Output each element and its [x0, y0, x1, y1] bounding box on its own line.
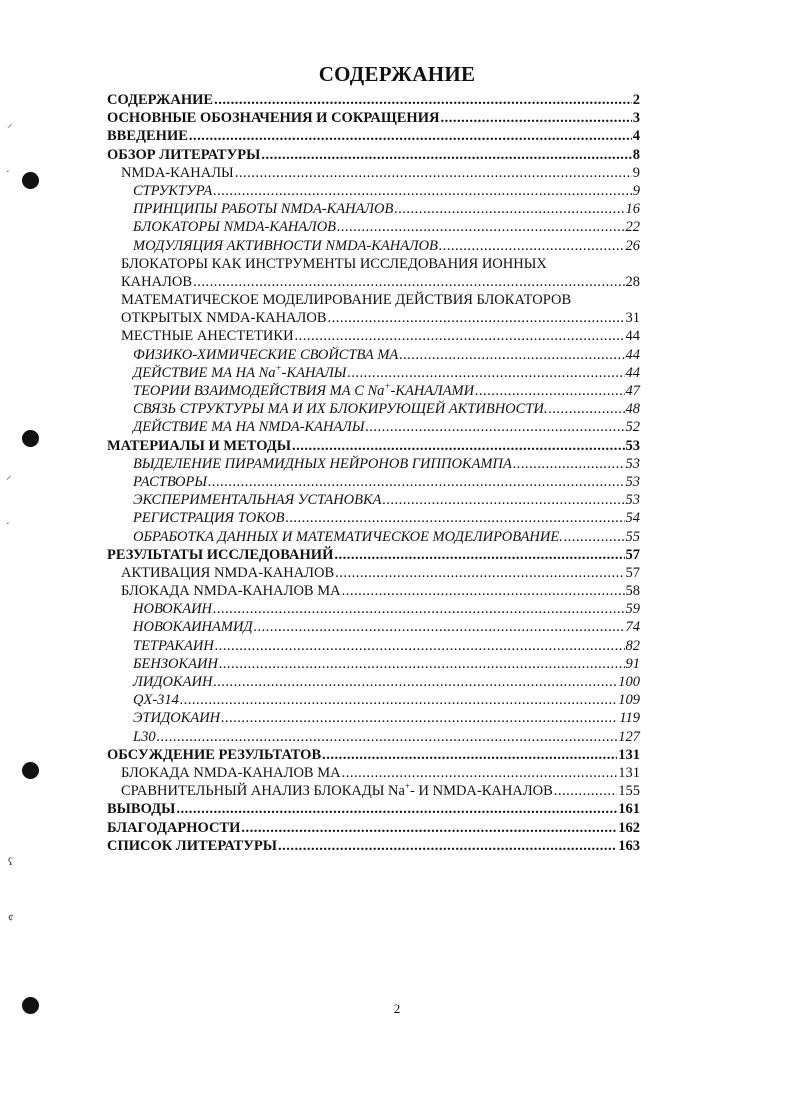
toc-entry-nmda-block[interactable] — [107, 582, 640, 600]
toc-leader — [554, 782, 617, 800]
toc-page-number: 28 — [625, 273, 640, 290]
toc-leader — [208, 473, 625, 491]
toc-entry-label: ПРИНЦИПЫ РАБОТЫ NMDA-КАНАЛОВ — [133, 201, 394, 218]
scan-speck-icon: ʕ — [8, 856, 13, 868]
toc-leader — [475, 382, 624, 400]
toc-entry-introduction[interactable] — [107, 127, 640, 145]
toc-entry-qx314[interactable] — [107, 691, 640, 709]
toc-entry-setup[interactable] — [107, 491, 640, 509]
toc-entry-nmda-channels[interactable] — [107, 164, 640, 182]
toc-page-number: 53 — [625, 473, 640, 490]
toc-entry-literature-review[interactable] — [107, 146, 640, 164]
toc-leader — [513, 455, 625, 473]
toc-entry-label: РЕЗУЛЬТАТЫ ИССЛЕДОВАНИЙ — [107, 546, 334, 563]
toc-leader — [295, 327, 625, 345]
punch-hole-icon — [22, 997, 39, 1014]
toc-entry-label: КАНАЛОВ — [121, 273, 193, 290]
toc-entry-label: ОБСУЖДЕНИЕ РЕЗУЛЬТАТОВ — [107, 746, 322, 763]
toc-page-number: 161 — [618, 801, 640, 818]
toc-entry-discussion[interactable] — [107, 746, 640, 764]
toc-page-number: 119 — [619, 710, 640, 727]
toc-page-number: 48 — [625, 401, 640, 418]
toc-leader — [176, 800, 617, 818]
toc-entry-label: L30 — [133, 728, 156, 745]
toc-page-number: 54 — [625, 510, 640, 527]
toc-leader — [347, 364, 624, 382]
toc-leader — [328, 309, 625, 327]
toc-leader — [235, 164, 632, 182]
toc-entry-neuron-isolation[interactable] — [107, 455, 640, 473]
toc-entry-interaction-theories[interactable] — [107, 382, 640, 400]
toc-leader — [241, 819, 617, 837]
toc-entry-label: СТРУКТУРА — [133, 182, 213, 199]
toc-page-number: 52 — [625, 419, 640, 436]
toc-page-number: 155 — [618, 783, 640, 800]
toc-entry-principles[interactable] — [107, 200, 640, 218]
toc-entry-discussion-nmda-block[interactable] — [107, 764, 640, 782]
scan-speck-icon: ⸝ — [6, 470, 12, 482]
toc-entry-data-processing[interactable] — [107, 528, 640, 546]
toc-leader — [157, 728, 618, 746]
toc-entry-label: БЕНЗОКАИН — [133, 655, 218, 672]
toc-leader — [322, 746, 617, 764]
toc-entry-novocainamide[interactable] — [107, 618, 640, 636]
toc-page-number: 127 — [618, 728, 640, 745]
toc-entry-label: БЛОКАДА NMDA-КАНАЛОВ МА — [121, 583, 341, 600]
toc-entry-local-anesthetics[interactable] — [107, 327, 640, 345]
toc-page-number: 26 — [625, 237, 640, 254]
toc-entry-materials-methods[interactable] — [107, 437, 640, 455]
toc-entry-label: СПИСОК ЛИТЕРАТУРЫ — [107, 837, 277, 854]
toc-page-number: 4 — [632, 128, 640, 145]
toc-entry-label: ЭКСПЕРИМЕНТАЛЬНАЯ УСТАНОВКА — [133, 492, 382, 509]
toc-page-number: 47 — [625, 383, 640, 399]
toc-page-number: 74 — [625, 619, 640, 636]
page-number: 2 — [393, 1001, 401, 1016]
toc-entry-label: ДЕЙСТВИЕ МА НА NMDA-КАНАЛЫ — [133, 419, 365, 436]
toc-leader — [180, 691, 617, 709]
toc-page-number: 22 — [625, 219, 640, 236]
toc-leader — [394, 200, 624, 218]
toc-leader — [335, 564, 624, 582]
toc-entry-label: ФИЗИКО-ХИМИЧЕСКИЕ СВОЙСТВА МА — [133, 346, 399, 363]
toc-entry-label: СВЯЗЬ СТРУКТУРЫ МА И ИХ БЛОКИРУЮЩЕЙ АКТИВНОСТИ. — [133, 401, 548, 418]
toc-entry-label: NMDA-КАНАЛЫ — [121, 164, 234, 181]
toc-leader — [214, 91, 632, 109]
toc-leader — [213, 182, 632, 200]
toc-page-number: 59 — [625, 601, 640, 618]
toc-entry-label: СОДЕРЖАНИЕ — [107, 92, 214, 108]
toc-entry-action-on-na-channels[interactable] — [107, 364, 640, 382]
toc-leader — [334, 546, 624, 564]
toc-page-number: 131 — [618, 764, 640, 781]
toc-entry-label: QX-314 — [133, 692, 179, 709]
toc-entry-abbreviations[interactable] — [107, 109, 640, 127]
toc-entry-label: ЛИДОКАИН — [133, 674, 213, 690]
toc-page-number: 57 — [625, 546, 640, 563]
toc-entry-blockers[interactable] — [107, 218, 640, 236]
toc-page-number: 44 — [625, 328, 640, 345]
toc-entry-blockers-as-tools[interactable] — [107, 273, 640, 291]
toc-entry-label: МОДУЛЯЦИЯ АКТИВНОСТИ NMDA-КАНАЛОВ — [133, 237, 438, 254]
toc-entry-label: ТЕОРИИ ВЗАИМОДЕЙСТВИЯ МА С Na+-КАНАЛАМИ — [133, 381, 475, 399]
toc-page-number: 58 — [625, 583, 640, 600]
toc-leader — [221, 709, 618, 727]
toc-leader — [366, 418, 625, 436]
toc-entry-lidocaine[interactable] — [107, 673, 640, 691]
toc-page-number: 109 — [618, 692, 640, 709]
toc-entry-label: ВВЕДЕНИЕ — [107, 128, 188, 145]
toc-leader — [337, 218, 624, 236]
toc-entry-label: ДЕЙСТВИЕ МА НА Na+-КАНАЛЫ — [133, 362, 347, 381]
toc-leader — [548, 400, 624, 418]
toc-page-number: 163 — [618, 837, 640, 854]
scan-speck-icon: · — [6, 518, 10, 530]
toc-entry-label: БЛОКАДА NMDA-КАНАЛОВ МА — [121, 764, 341, 781]
toc-entry-blockers-as-tools-line1: БЛОКАТОРЫ КАК ИНСТРУМЕНТЫ ИССЛЕДОВАНИЯ ИОННЫХ — [121, 255, 547, 272]
toc-leader — [382, 491, 624, 509]
toc-entry-label: МАТЕРИАЛЫ И МЕТОДЫ — [107, 437, 292, 454]
scan-speck-icon: · — [6, 166, 10, 178]
toc-page-number: 8 — [632, 146, 640, 163]
toc-page-number: 131 — [618, 746, 640, 763]
toc-entry-label: НОВОКАИН — [133, 601, 213, 618]
toc-page-number: 31 — [625, 310, 640, 327]
toc-page-number: 2 — [632, 92, 640, 108]
toc-entry-novocaine[interactable] — [107, 600, 640, 618]
toc-entry-l30[interactable] — [107, 728, 640, 746]
toc-leader — [213, 673, 617, 691]
toc-leader — [193, 273, 624, 291]
toc-entry-label: ОСНОВНЫЕ ОБОЗНАЧЕНИЯ И СОКРАЩЕНИЯ — [107, 110, 440, 127]
toc-entry-current-recording[interactable] — [107, 509, 640, 527]
punch-hole-icon — [22, 172, 39, 189]
punch-hole-icon — [22, 762, 39, 779]
toc-entry-etidocaine[interactable] — [107, 709, 640, 727]
toc-entry-label: БЛОКАТОРЫ NMDA-КАНАЛОВ — [133, 219, 337, 236]
table-of-contents — [107, 91, 640, 855]
toc-page-number: 57 — [625, 564, 640, 581]
toc-entry-label: МЕСТНЫЕ АНЕСТЕТИКИ — [121, 328, 294, 345]
toc-entry-comparative-analysis[interactable] — [107, 782, 640, 800]
punch-hole-icon — [22, 430, 39, 447]
toc-leader — [278, 837, 617, 855]
toc-entry-modulation[interactable] — [107, 237, 640, 255]
toc-entry-label: СРАВНИТЕЛЬНЫЙ АНАЛИЗ БЛОКАДЫ Na+- И NMDA-КАНАЛОВ — [121, 781, 553, 800]
toc-page-number: 3 — [632, 110, 640, 127]
toc-entry-label: АКТИВАЦИЯ NMDA-КАНАЛОВ — [121, 564, 335, 581]
toc-entry-structure-activity[interactable] — [107, 400, 640, 418]
toc-entry-math-modeling-line1: МАТЕМАТИЧЕСКОЕ МОДЕЛИРОВАНИЕ ДЕЙСТВИЯ БЛОКАТОРОВ — [121, 292, 572, 309]
toc-leader — [261, 146, 631, 164]
scan-speck-icon: ⸝ — [7, 118, 13, 130]
toc-leader — [189, 127, 632, 145]
toc-entry-acknowledgements[interactable] — [107, 819, 640, 837]
page-title: СОДЕРЖАНИЕ — [318, 62, 476, 86]
toc-leader — [286, 509, 625, 527]
toc-entry-physchem-properties[interactable] — [107, 346, 640, 364]
toc-entry-label: ОБРАБОТКА ДАННЫХ И МАТЕМАТИЧЕСКОЕ МОДЕЛИРОВАНИЕ. — [133, 528, 563, 545]
toc-entry-label: ЭТИДОКАИН — [133, 710, 221, 727]
toc-leader — [564, 528, 625, 546]
scan-speck-icon: ȼ — [8, 912, 14, 924]
toc-leader — [342, 764, 618, 782]
toc-entry-results[interactable] — [107, 546, 640, 564]
toc-page-number: 44 — [625, 346, 640, 363]
toc-page-number: 91 — [625, 655, 640, 672]
toc-entry-tetracaine[interactable] — [107, 637, 640, 655]
toc-entry-label: ОТКРЫТЫХ NMDA-КАНАЛОВ — [121, 310, 327, 327]
toc-leader — [292, 437, 624, 455]
toc-entry-references[interactable] — [107, 837, 640, 855]
toc-leader — [399, 346, 624, 364]
toc-leader — [215, 637, 625, 655]
toc-leader — [440, 109, 631, 127]
toc-entry-label: ОБЗОР ЛИТЕРАТУРЫ — [107, 146, 261, 163]
toc-page-number: 9 — [632, 164, 640, 181]
toc-leader — [342, 582, 625, 600]
toc-entry-action-on-nmda[interactable] — [107, 418, 640, 436]
toc-entry-contents[interactable] — [107, 91, 640, 109]
toc-entry-nmda-activation[interactable] — [107, 564, 640, 582]
toc-entry-benzocaine[interactable] — [107, 655, 640, 673]
toc-entry-solutions[interactable] — [107, 473, 640, 491]
toc-entry-label: ВЫДЕЛЕНИЕ ПИРАМИДНЫХ НЕЙРОНОВ ГИППОКАМПА — [133, 455, 512, 472]
toc-page-number: 53 — [625, 492, 640, 509]
toc-entry-conclusions[interactable] — [107, 800, 640, 818]
toc-page-number: 55 — [625, 528, 640, 545]
toc-page-number: 162 — [618, 819, 640, 836]
toc-entry-label: НОВОКАИНАМИД — [133, 619, 253, 636]
toc-entry-math-modeling[interactable] — [107, 309, 640, 327]
toc-entry-label: РЕГИСТРАЦИЯ ТОКОВ — [133, 510, 285, 527]
toc-leader — [254, 618, 625, 636]
toc-leader — [213, 600, 624, 618]
toc-page-number: 100 — [618, 674, 640, 690]
toc-page-number: 53 — [625, 455, 640, 472]
toc-page-number: 82 — [625, 637, 640, 654]
toc-page-number: 53 — [625, 437, 640, 454]
toc-entry-structure[interactable] — [107, 182, 640, 200]
toc-page-number: 16 — [625, 201, 640, 218]
toc-entry-label: БЛАГОДАРНОСТИ — [107, 819, 241, 836]
toc-page-number: 44 — [625, 364, 640, 381]
toc-entry-label: РАСТВОРЫ — [133, 473, 207, 490]
toc-entry-label: ТЕТРАКАИН — [133, 637, 214, 654]
toc-leader — [439, 237, 625, 255]
toc-entry-label: ВЫВОДЫ — [107, 801, 176, 818]
toc-leader — [219, 655, 625, 673]
toc-page-number: 9 — [632, 182, 640, 199]
